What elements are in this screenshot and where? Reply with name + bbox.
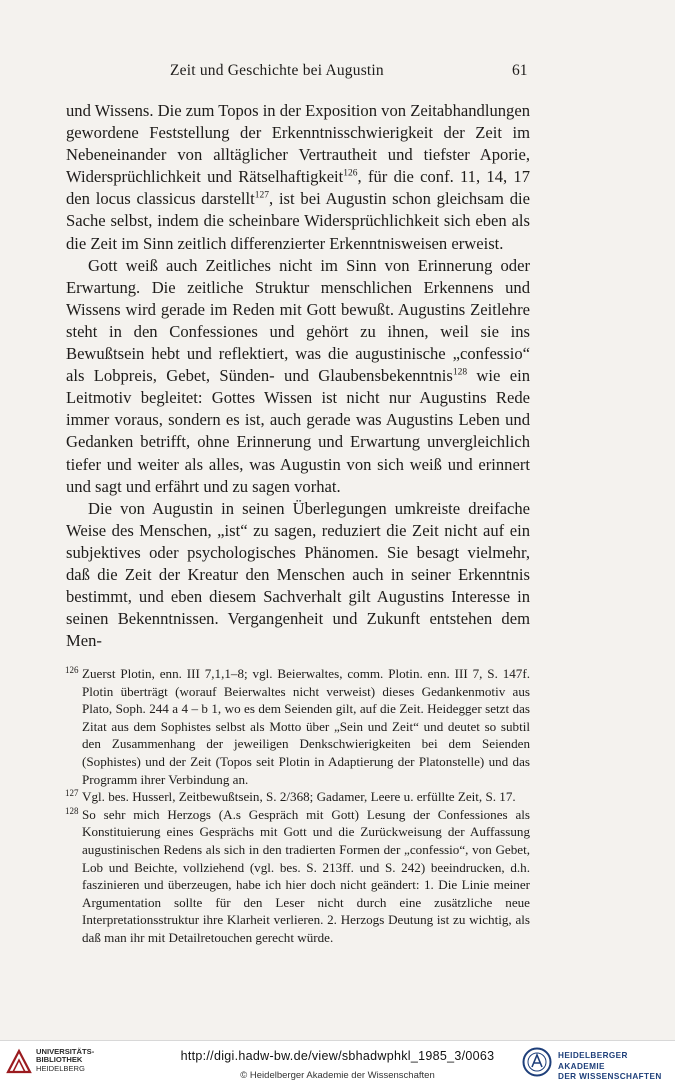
main-text [66,100,530,652]
footnote-number: 128 [65,805,79,816]
library-name: UNIVERSITÄTS- BIBLIOTHEK HEIDELBERG [36,1047,95,1073]
paragraph-3: Die von Augustin in seinen Überlegungen umkreiste dreifache Weise des Menschen, „ist“ zu sagen, reduziert die Zeit nicht auf ein subjektives oder psychologisches Phänomen. Sie besagt vielmehr, daß die Zeit der Kreatur den Menschen auch in seiner Erkenntnis bestimmt, und eben diesem Sachverhalt gilt Augustins Interesse in seinen Bekenntnissen. Vergangenheit und Zukunft entstehen dem Men- [66,498,530,651]
permalink-url[interactable]: http://digi.hadw-bw.de/view/sbhadwphkl_1985_3/0063 [180,1049,495,1063]
footnote-number: 127 [65,788,79,799]
footnotes [66,665,530,947]
running-title: Zeit und Geschichte bei Augustin [170,62,384,79]
footnote-text: Zuerst Plotin, enn. III 7,1,1–8; vgl. Beierwaltes, comm. Plotin. enn. III 7, S. 147f. Plotin überträgt (worauf Beierwaltes nicht verweist) dieses Gedankenmotiv aus Plato, Soph. 244 a 4 – b 1, wo es dem Seienden gilt, auf die Zeit. Heidegger setzt das Zitat aus dem Sophistes selbst als Motto über „Sein und Zeit“ und deutet so subtil den Zusammenhang der jeweiligen Denkschwierigkeiten bei dem Seienden (Sophistes) und der Zeit (Topos seit Plotin in Adaptierung der Platonstelle) und das Programm ihrer Verbindung an. [82,666,530,787]
footnote-127 [66,788,530,806]
academy-seal-icon[interactable] [522,1047,552,1077]
paragraph-1: und Wissens. Die zum Topos in der Exposition von Zeitabhandlungen gewordene Feststellung der Erkenntnisschwierigkeit der Zeit im Nebeneinander von alltäglicher Vertrautheit und tiefster Aporie, Widersprüchlichkeit und Rätselhaftigkeit$^{126}$, für die conf. 11, 14, 17 den locus classicus darstellt$^{127}$, ist bei Augustin schon gleichsam die Sache selbst, indem die scheinbare Widersprüchlichkeit sich eben als die Zeit im Sinn zeitlich differenzierter Erkenntnisweisen erweist. [66,101,530,253]
footnote-128 [66,806,530,947]
academy-name: HEIDELBERGER AKADEMIE DER WISSENSCHAFTEN [558,1051,662,1081]
page-header [0,62,675,84]
copyright-notice: © Heidelberger Akademie der Wissenschaften [240,1070,435,1081]
paragraph-2: Gott weiß auch Zeitliches nicht im Sinn von Erinnerung oder Erwartung. Die zeitliche Struktur menschlichen Erkennens und Wissens wird gerade im Reden mit Gott bewußt. Augustins Zeitlehre steht in den Confessiones und gehört zu ihnen, weil sie ins Bewußtsein hebt und reflektiert, was die augustinische „confessio“ als Lobpreis, Gebet, Sünden- und Glaubensbekenntnis$^{128}$ wie ein Leitmotiv begleitet: Gottes Wissen ist nicht nur Augustins Rede immer voraus, sondern es ist, auch gerade was Augustins Leben und Gedanken betrifft, ohne Erinnerung und Erwartung unvergleichlich tiefer und weiter als alles, was Augustin von sich weiß und erinnert und sagt und erfährt und zu sagen vorhat. [66,255,530,496]
footnote-text: Vgl. bes. Husserl, Zeitbewußtsein, S. 2/368; Gadamer, Leere u. erfüllte Zeit, S. 17. [82,789,516,805]
footnote-number: 126 [65,665,79,675]
page-number: 61 [512,62,528,79]
viewer-footer [0,1040,675,1089]
footnote-ref-126[interactable]: 126 [343,168,358,179]
footnote-ref-127[interactable]: 127 [254,190,270,201]
footnote-ref-128[interactable]: 128 [452,367,468,378]
footnote-text: So sehr mich Herzogs (A.s Gespräch mit Gott) Lesung der Confessiones als Konstituierung eines Gesprächs mit Gott und die Zurückweisung der Auffassung augustinischen Redens als sich in den tradierten Formen der „confessio“, von Gebet, Lob und Beichte, vollziehend (vgl. bes. S. 213ff. und S. 242) beeindrucken, d.h. faszinieren und überzeugen, habe ich hier doch nicht geändert: 1. Die Linie meiner Argumentation sollte für den Leser nicht durch eine zusätzliche neue Interpretationsstruktur ihre Klarheit verlieren. 2. Herzogs Deutung ist zu wichtig, als daß man ihr mit Detailretouchen gerecht würde. [82,806,530,945]
footnote-126 [66,665,530,788]
